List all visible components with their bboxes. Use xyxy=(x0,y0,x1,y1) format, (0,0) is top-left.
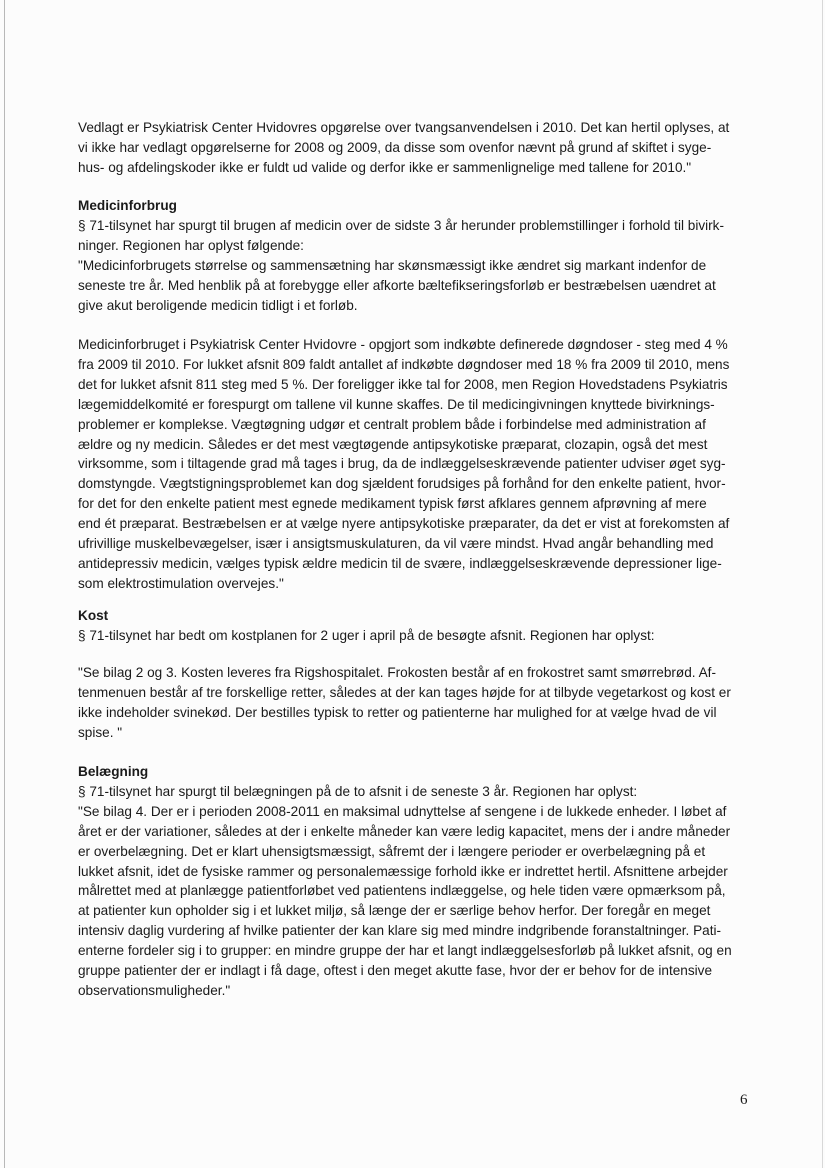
page-number: 6 xyxy=(740,1092,748,1108)
text-line: Medicinforbruget i Psykiatrisk Center Hvidovre - opgjort som indkøbte definerede døgndoser - steg med 4 % xyxy=(78,337,728,352)
intro-paragraph xyxy=(78,118,760,178)
medicin-section xyxy=(78,196,760,315)
text-line: "Se bilag 4. Der er i perioden 2008-2011 en maksimal udnyttelse af sengene i de lukkede enheder. I løbet af xyxy=(78,803,727,819)
text-line: § 71-tilsynet har bedt om kostplanen for 2 uger i april på de besøgte afsnit. Regionen har oplyst: xyxy=(78,627,655,643)
intro-section xyxy=(78,118,760,178)
text-line: gruppe patienter der er indlagt i få dage, oftest i den meget akutte fase, hvor der er behov for de intensive xyxy=(78,963,713,979)
section-heading-belaegning: Belægning xyxy=(78,764,149,779)
text-line: intensiv daglig vurdering af hvilke patienter der kan klare sig med mindre indgribende foranstaltninger. Pati- xyxy=(78,923,722,939)
text-line: for det for den enkelte patient mest egnede medikament typisk først afklares gennem afprøvning af mere xyxy=(78,496,707,512)
text-line: end ét præparat. Bestræbelsen er at vælge nyere antipsykotiske præparater, da det er vist at forekomsten af xyxy=(78,516,730,532)
text-line: hus- og afdelingskoder ikke er fuldt ud valide og derfor ikke er sammenlignelige med tallene for 2010." xyxy=(78,159,692,175)
belaegning-section xyxy=(78,762,760,1001)
text-line: målrettet med at planlægge patientforløbet ved patientens indlæggelse, og hele tiden være opmærksom på, xyxy=(78,883,726,899)
text-line: § 71-tilsynet har spurgt til belægningen på de to afsnit i de seneste 3 år. Regionen har oplyst: xyxy=(78,783,638,799)
text-line: virksomme, som i tiltagende grad må tages i brug, da de indlæggelseskrævende patienter udviser øget syg- xyxy=(78,456,726,472)
kost-paragraph-2 xyxy=(78,663,760,743)
text-line: observationsmuligheder." xyxy=(78,982,231,998)
text-line: året er der variationer, således at der i enkelte måneder kan være ledig kapacitet, mens der i andre måneder xyxy=(78,823,731,839)
text-line: lukket afsnit, idet de fysiske rammer og personalemæssige forhold ikke er indrettet hertil. Afsnittene arbejder xyxy=(78,863,728,879)
kost-paragraph-1 xyxy=(78,626,760,646)
text-line: enterne fordeler sig i to grupper: en mindre gruppe der har et langt indlæggelsesforløb på lukket afsnit, og en xyxy=(78,943,732,959)
text-line: seneste tre år. Med henblik på at forebygge eller afkorte bæltefikseringsforløb er bestræbelsen uændret at xyxy=(78,277,716,293)
text-line: Vedlagt er Psykiatrisk Center Hvidovres opgørelse over tvangsanvendelsen i 2010. Det kan hertil oplyses, at xyxy=(78,120,730,135)
section-heading-kost: Kost xyxy=(78,608,109,623)
medicin-paragraph-2 xyxy=(78,335,760,594)
belaegning-paragraph xyxy=(78,782,760,1001)
text-line: at patienter kun opholder sig i et lukket miljø, så længe der er særlige behov herfor. Der foregår en meget xyxy=(78,903,711,919)
kost-section-continued xyxy=(78,663,760,743)
text-line: er overbelægning. Det er klart uhensigtsmæssigt, såfremt der i længere perioder er overbelægning på et xyxy=(78,843,706,859)
text-line: tenmenuen består af tre forskellige retter, således at der kan tages højde for at tilbyde vegetarkost og kost er xyxy=(78,684,731,700)
text-line: ninger. Regionen har oplyst følgende: xyxy=(78,237,304,253)
text-line: lægemiddelkomité er forespurgt om tallene vil kunne skaffes. De til medicingivningen knyttede bivirknings- xyxy=(78,396,715,412)
section-heading-medicinforbrug: Medicinforbrug xyxy=(78,198,177,213)
kost-section xyxy=(78,606,760,646)
text-line: problemer er komplekse. Vægtøgning udgør et centralt problem både i forbindelse med administration af xyxy=(78,416,706,432)
text-line: "Medicinforbrugets størrelse og sammensætning har skønsmæssigt ikke ændret sig markant indenfor de xyxy=(78,257,707,273)
scan-edge-right xyxy=(822,0,823,1168)
text-line: "Se bilag 2 og 3. Kosten leveres fra Rigshospitalet. Frokosten består af en frokostret samt smørrebrød. Af- xyxy=(78,665,716,680)
text-line: antidepressiv medicin, vælges typisk ældre medicin til de svære, indlæggelseskrævende depressioner lige- xyxy=(78,555,722,571)
medicin-paragraph-1 xyxy=(78,216,760,316)
text-line: det for lukket afsnit 811 steg med 5 %. Der foreligger ikke tal for 2008, men Region Hovedstadens Psykiatris xyxy=(78,376,728,392)
text-line: give akut beroligende medicin tidligt i et forløb. xyxy=(78,297,358,313)
text-line: domstyngde. Vægtstigningsproblemet kan dog sjældent forudsiges på forhånd for den enkelte patient, hvor- xyxy=(78,476,726,492)
text-line: vi ikke har vedlagt opgørelserne for 2008 og 2009, da disse som ovenfor nævnt på grund af skiftet i syge- xyxy=(78,139,712,155)
text-line: § 71-tilsynet har spurgt til brugen af medicin over de sidste 3 år herunder problemstillinger i forhold til bivirk- xyxy=(78,217,725,233)
text-line: ikke indeholder svinekød. Der bestilles typisk to retter og patienterne har mulighed for at vælge hvad de vil xyxy=(78,704,717,720)
medicin-section-continued xyxy=(78,335,760,594)
text-line: ufrivillige muskelbevægelser, især i ansigtsmuskulaturen, da vil være mindst. Hvad angår behandling med xyxy=(78,536,714,552)
text-line: som elektrostimulation overvejes." xyxy=(78,575,284,591)
text-line: spise. " xyxy=(78,724,123,740)
text-line: ældre og ny medicin. Således er det mest vægtøgende antipsykotiske præparat, clozapin, også det mest xyxy=(78,436,708,452)
text-line: fra 2009 til 2010. For lukket afsnit 809 faldt antallet af indkøbte døgndoser med 18 % fra 2009 til 2010, mens xyxy=(78,356,730,372)
scan-edge-left xyxy=(4,0,5,1168)
